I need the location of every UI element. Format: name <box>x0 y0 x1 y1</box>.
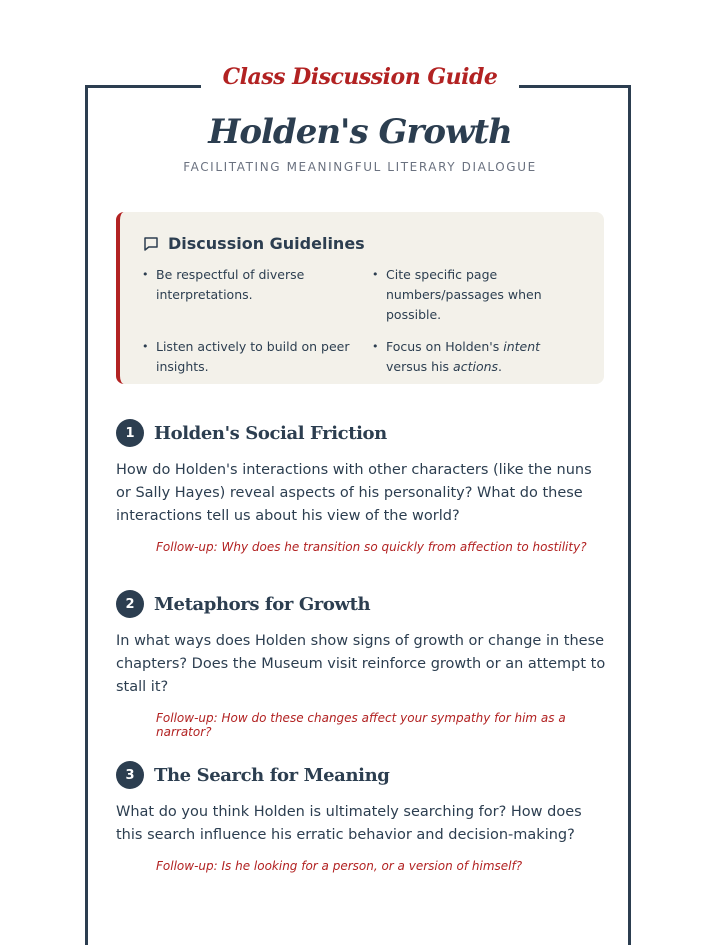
question-followup: Follow-up: How do these changes affect your sympathy for him as a narrator? <box>156 711 566 739</box>
question-section <box>116 761 606 873</box>
question-number-badge: 2 <box>116 590 144 618</box>
guidelines-list <box>142 265 582 377</box>
question-title: Metaphors for Growth <box>154 593 371 615</box>
guideline-item: • Be respectful of diverse interpretations. <box>142 265 352 325</box>
question-body: In what ways does Holden show signs of growth or change in these chapters? Does the Museum visit reinforce growth or an attempt to stall it? <box>116 633 606 695</box>
guidelines-header <box>142 234 582 253</box>
question-title: Holden's Social Friction <box>154 422 387 444</box>
guideline-item <box>372 337 582 377</box>
chat-bubble-icon <box>142 235 160 253</box>
question-body: What do you think Holden is ultimately searching for? How does this search influence his erratic behavior and decision-making? <box>116 804 582 843</box>
header-eyebrow <box>0 64 720 90</box>
question-number-badge: 1 <box>116 419 144 447</box>
question-header <box>116 590 606 618</box>
guideline-emphasis: intent <box>503 339 541 354</box>
guideline-item: • Listen actively to build on peer insights. <box>142 337 352 377</box>
question-number-badge: 3 <box>116 761 144 789</box>
guideline-item: • Cite specific page numbers/passages when possible. <box>372 265 582 325</box>
page-subtitle: FACILITATING MEANINGFUL LITERARY DIALOGUE <box>183 160 537 174</box>
question-followup: Follow-up: Is he looking for a person, or a version of himself? <box>156 859 523 873</box>
guideline-text: . <box>498 359 503 374</box>
question-section <box>116 419 606 554</box>
page-title: Holden's Growth <box>208 112 512 152</box>
question-title: The Search for Meaning <box>154 764 390 786</box>
question-header <box>116 761 606 789</box>
guideline-emphasis: actions <box>453 359 499 374</box>
guideline-text: versus his <box>386 359 454 374</box>
eyebrow-text: Class Discussion Guide <box>201 64 520 90</box>
question-body: How do Holden's interactions with other characters (like the nuns or Sally Hayes) reveal aspects of his personality? What do these interactions tell us about his view of the world? <box>116 462 592 524</box>
guideline-text: Focus on Holden's <box>386 339 504 354</box>
guidelines-panel <box>116 212 604 384</box>
question-followup: Follow-up: Why does he transition so quickly from affection to hostility? <box>156 540 587 554</box>
question-section <box>116 590 606 739</box>
guidelines-heading: Discussion Guidelines <box>168 234 365 253</box>
question-header <box>116 419 606 447</box>
